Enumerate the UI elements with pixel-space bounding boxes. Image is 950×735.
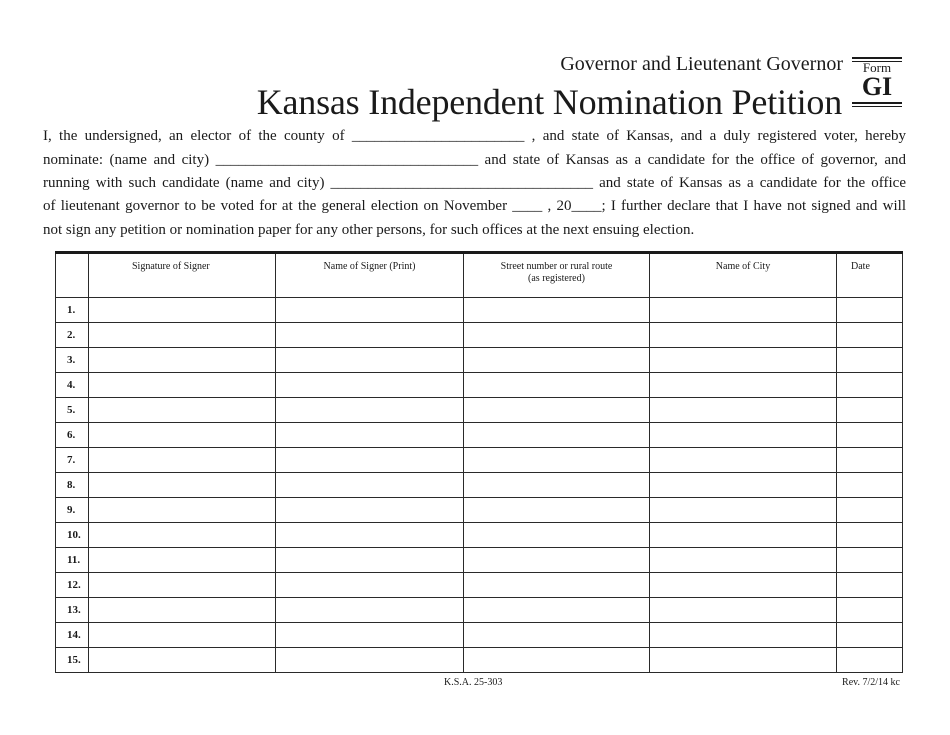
date-cell[interactable] (837, 298, 903, 323)
city-cell[interactable] (650, 423, 837, 448)
city-cell[interactable] (650, 548, 837, 573)
declaration-line: running with such candidate (name and city) ___________________________________ and state of Kansas as a candidate for the office (43, 175, 906, 191)
declaration-line: not sign any petition or nomination paper for any other persons, for such offices at the next ensuing election. (43, 222, 695, 238)
name-cell[interactable] (276, 548, 464, 573)
signature-cell[interactable] (89, 598, 276, 623)
row-number: 5. (56, 398, 89, 423)
city-cell[interactable] (650, 498, 837, 523)
city-cell[interactable] (650, 298, 837, 323)
name-cell[interactable] (276, 598, 464, 623)
street-cell[interactable] (464, 648, 650, 673)
name-cell[interactable] (276, 473, 464, 498)
street-cell[interactable] (464, 398, 650, 423)
name-cell[interactable] (276, 298, 464, 323)
name-cell[interactable] (276, 648, 464, 673)
form-box-rule (852, 57, 902, 59)
street-cell[interactable] (464, 598, 650, 623)
row-number: 1. (56, 298, 89, 323)
table-row (56, 473, 903, 498)
city-cell[interactable] (650, 473, 837, 498)
date-cell[interactable] (837, 548, 903, 573)
city-cell[interactable] (650, 448, 837, 473)
form-box-rule (852, 106, 902, 107)
city-cell[interactable] (650, 573, 837, 598)
table-row (56, 598, 903, 623)
street-cell[interactable] (464, 298, 650, 323)
declaration-line: of lieutenant governor to be voted for at the general election on November ____ , 20____; I further declare that I have not signed and will (43, 198, 906, 214)
form-box-rule (852, 102, 902, 104)
row-number: 14. (56, 623, 89, 648)
row-number: 7. (56, 448, 89, 473)
table-row (56, 648, 903, 673)
signature-cell[interactable] (89, 523, 276, 548)
street-column-header (464, 253, 650, 298)
form-id-box (852, 57, 902, 109)
street-column-header-line1: Street number or rural route (500, 261, 613, 272)
row-number: 12. (56, 573, 89, 598)
signature-cell[interactable] (89, 298, 276, 323)
row-number: 6. (56, 423, 89, 448)
street-cell[interactable] (464, 348, 650, 373)
table-row (56, 623, 903, 648)
signature-cell[interactable] (89, 548, 276, 573)
row-number: 9. (56, 498, 89, 523)
page-title: Kansas Independent Nomination Petition (256, 82, 842, 122)
table-row (56, 423, 903, 448)
signature-cell[interactable] (89, 348, 276, 373)
table-row (56, 448, 903, 473)
street-cell[interactable] (464, 323, 650, 348)
form-code: GI (861, 72, 893, 101)
date-cell[interactable] (837, 498, 903, 523)
date-cell[interactable] (837, 598, 903, 623)
declaration-line: I, the undersigned, an elector of the county of _______________________ , and state of Kansas, and a duly registered voter, hereby (43, 128, 906, 144)
signature-cell[interactable] (89, 398, 276, 423)
date-cell[interactable] (837, 398, 903, 423)
number-column-header (56, 253, 89, 298)
row-number: 3. (56, 348, 89, 373)
name-column-header: Name of Signer (Print) (276, 253, 464, 298)
table-row (56, 548, 903, 573)
name-cell[interactable] (276, 523, 464, 548)
date-cell[interactable] (837, 323, 903, 348)
street-cell[interactable] (464, 623, 650, 648)
signature-column-header: Signature of Signer (89, 253, 276, 298)
street-cell[interactable] (464, 573, 650, 598)
city-cell[interactable] (650, 648, 837, 673)
signature-cell[interactable] (89, 373, 276, 398)
signature-cell[interactable] (89, 623, 276, 648)
name-cell[interactable] (276, 398, 464, 423)
row-number: 13. (56, 598, 89, 623)
form-label: Form (862, 60, 892, 75)
table-row (56, 573, 903, 598)
city-cell[interactable] (650, 398, 837, 423)
table-row (56, 523, 903, 548)
street-column-header-line2: (as registered) (528, 273, 585, 284)
table-row (56, 298, 903, 323)
street-cell[interactable] (464, 523, 650, 548)
date-cell[interactable] (837, 573, 903, 598)
street-cell[interactable] (464, 373, 650, 398)
city-cell[interactable] (650, 623, 837, 648)
street-cell[interactable] (464, 423, 650, 448)
name-cell[interactable] (276, 573, 464, 598)
street-cell[interactable] (464, 448, 650, 473)
row-number: 8. (56, 473, 89, 498)
name-cell[interactable] (276, 448, 464, 473)
table-row (56, 348, 903, 373)
table-row (56, 323, 903, 348)
row-number: 10. (56, 523, 89, 548)
city-cell[interactable] (650, 323, 837, 348)
name-cell[interactable] (276, 373, 464, 398)
date-cell[interactable] (837, 623, 903, 648)
name-cell[interactable] (276, 623, 464, 648)
signature-cell[interactable] (89, 323, 276, 348)
signature-cell[interactable] (89, 648, 276, 673)
name-cell[interactable] (276, 423, 464, 448)
table-header-row (56, 253, 903, 298)
declaration-line: nominate: (name and city) ___________________________________ and state of Kansas as a candidate for the office of governor, and (43, 152, 906, 168)
signature-cell[interactable] (89, 473, 276, 498)
street-cell[interactable] (464, 498, 650, 523)
date-cell[interactable] (837, 348, 903, 373)
signature-table (55, 251, 903, 673)
signature-cell[interactable] (89, 498, 276, 523)
signature-cell[interactable] (89, 423, 276, 448)
table-row (56, 498, 903, 523)
table-row (56, 373, 903, 398)
row-number: 4. (56, 373, 89, 398)
table-row (56, 398, 903, 423)
date-cell[interactable] (837, 423, 903, 448)
city-column-header: Name of City (650, 253, 837, 298)
city-cell[interactable] (650, 373, 837, 398)
city-cell[interactable] (650, 523, 837, 548)
row-number: 2. (56, 323, 89, 348)
date-cell[interactable] (837, 648, 903, 673)
row-number: 15. (56, 648, 89, 673)
street-cell[interactable] (464, 473, 650, 498)
date-cell[interactable] (837, 523, 903, 548)
city-cell[interactable] (650, 598, 837, 623)
date-cell[interactable] (837, 473, 903, 498)
signature-cell[interactable] (89, 573, 276, 598)
revision-note: Rev. 7/2/14 kc (842, 677, 900, 688)
statute-reference: K.S.A. 25-303 (444, 677, 503, 688)
form-subtitle: Governor and Lieutenant Governor (560, 53, 843, 75)
signature-cell[interactable] (89, 448, 276, 473)
street-cell[interactable] (464, 548, 650, 573)
name-cell[interactable] (276, 498, 464, 523)
date-cell[interactable] (837, 373, 903, 398)
date-cell[interactable] (837, 448, 903, 473)
date-column-header: Date (837, 253, 903, 298)
name-cell[interactable] (276, 323, 464, 348)
name-cell[interactable] (276, 348, 464, 373)
row-number: 11. (56, 548, 89, 573)
city-cell[interactable] (650, 348, 837, 373)
